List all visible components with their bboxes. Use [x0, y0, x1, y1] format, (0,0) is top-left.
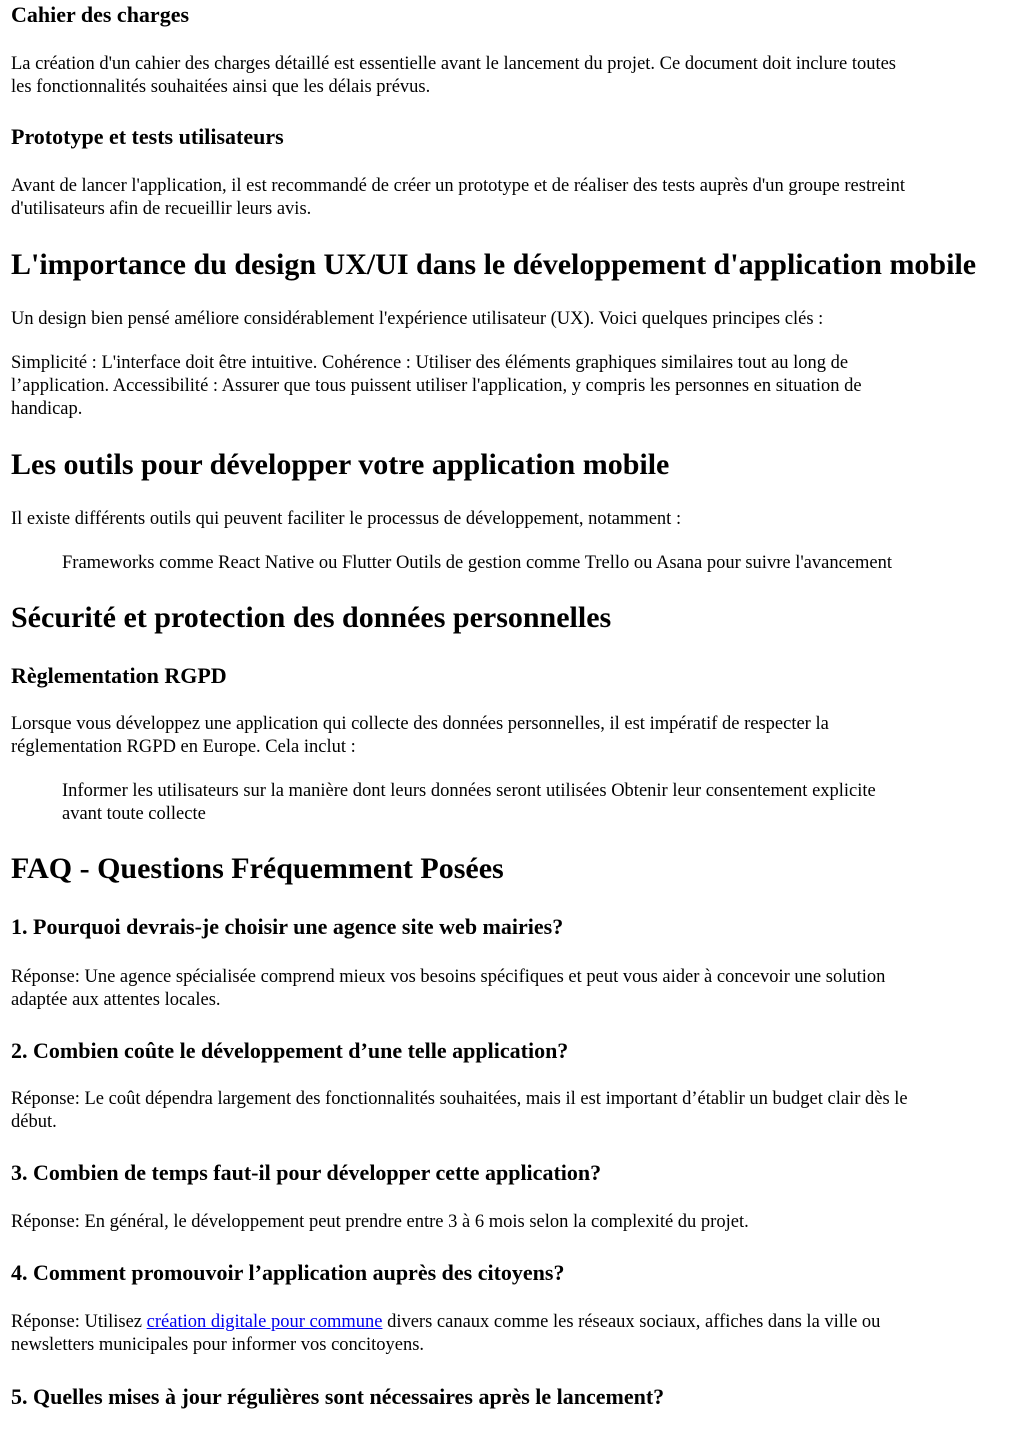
rgpd-heading: Règlementation RGPD	[11, 663, 227, 688]
rgpd-list-line-1: Informer les utilisateurs sur la manière dont leurs données seront utilisées Obtenir leur consentement explicite	[62, 781, 876, 801]
faq-answer-2-line-2: début.	[11, 1112, 57, 1132]
prototype-paragraph	[11, 175, 905, 221]
faq-answer-4-text-after: divers canaux comme les réseaux sociaux, affiches dans la ville ou	[382, 1312, 881, 1332]
faq-answer-4	[11, 1311, 880, 1357]
faq-answer-4-text-before: Réponse: Utilisez	[11, 1312, 147, 1332]
rgpd-line-2: réglementation RGPD en Europe. Cela inclut :	[11, 737, 356, 757]
ux-principles-line-3: handicap.	[11, 399, 83, 419]
faq-answer-4-line-1	[11, 1311, 880, 1334]
prototype-heading: Prototype et tests utilisateurs	[11, 124, 284, 149]
ux-intro-paragraph: Un design bien pensé améliore considérablement l'expérience utilisateur (UX). Voici quelques principes clés :	[11, 309, 824, 329]
rgpd-list	[62, 780, 876, 826]
tools-heading: Les outils pour développer votre application mobile	[11, 448, 670, 481]
prototype-line-2: d'utilisateurs afin de recueillir leurs avis.	[11, 199, 312, 219]
faq-question-3: 3. Combien de temps faut-il pour développer cette application?	[11, 1160, 602, 1185]
rgpd-line-1: Lorsque vous développez une application qui collecte des données personnelles, il est impératif de respecter la	[11, 714, 829, 734]
cahier-line-2: les fonctionnalités souhaitées ainsi que les délais prévus.	[11, 77, 431, 97]
faq-question-2: 2. Combien coûte le développement d’une telle application?	[11, 1038, 569, 1063]
faq-heading: FAQ - Questions Fréquemment Posées	[11, 852, 504, 885]
ux-principles-paragraph	[11, 352, 862, 421]
faq-question-5: 5. Quelles mises à jour régulières sont nécessaires après le lancement?	[11, 1384, 665, 1409]
faq-answer-3: Réponse: En général, le développement peut prendre entre 3 à 6 mois selon la complexité du projet.	[11, 1212, 749, 1232]
rgpd-list-line-2: avant toute collecte	[62, 804, 206, 824]
creation-digitale-link[interactable]: création digitale pour commune	[146, 1312, 383, 1332]
faq-answer-2	[11, 1088, 908, 1134]
tools-paragraph: Il existe différents outils qui peuvent faciliter le processus de développement, notamment :	[11, 509, 682, 529]
faq-answer-1-line-1: Réponse: Une agence spécialisée comprend mieux vos besoins spécifiques et peut vous aider à concevoir une solution	[11, 967, 886, 987]
cahier-line-1: La création d'un cahier des charges détaillé est essentielle avant le lancement du projet. Ce document doit inclure toutes	[11, 54, 897, 74]
security-heading: Sécurité et protection des données personnelles	[11, 601, 612, 634]
rgpd-paragraph	[11, 713, 829, 759]
faq-question-1: 1. Pourquoi devrais-je choisir une agence site web mairies?	[11, 914, 564, 939]
tools-list: Frameworks comme React Native ou Flutter Outils de gestion comme Trello ou Asana pour suivre l'avancement	[62, 553, 893, 573]
cahier-paragraph	[11, 53, 896, 99]
ux-heading: L'importance du design UX/UI dans le développement d'application mobile	[11, 248, 977, 281]
prototype-line-1: Avant de lancer l'application, il est recommandé de créer un prototype et de réaliser des tests auprès d'un groupe restreint	[11, 176, 905, 196]
cahier-heading: Cahier des charges	[11, 2, 190, 27]
faq-answer-4-line-2: newsletters municipales pour informer vos concitoyens.	[11, 1335, 425, 1355]
faq-answer-1	[11, 966, 885, 1012]
faq-answer-2-line-1: Réponse: Le coût dépendra largement des fonctionnalités souhaitées, mais il est important d’établir un budget clair dès le	[11, 1089, 908, 1109]
faq-answer-1-line-2: adaptée aux attentes locales.	[11, 990, 221, 1010]
ux-principles-line-1: Simplicité : L'interface doit être intuitive. Cohérence : Utiliser des éléments graphiques similaires tout au long de	[11, 353, 849, 373]
ux-principles-line-2: l’application. Accessibilité : Assurer que tous puissent utiliser l'application, y compris les personnes en situation de	[11, 376, 862, 396]
faq-question-4: 4. Comment promouvoir l’application auprès des citoyens?	[11, 1260, 565, 1285]
